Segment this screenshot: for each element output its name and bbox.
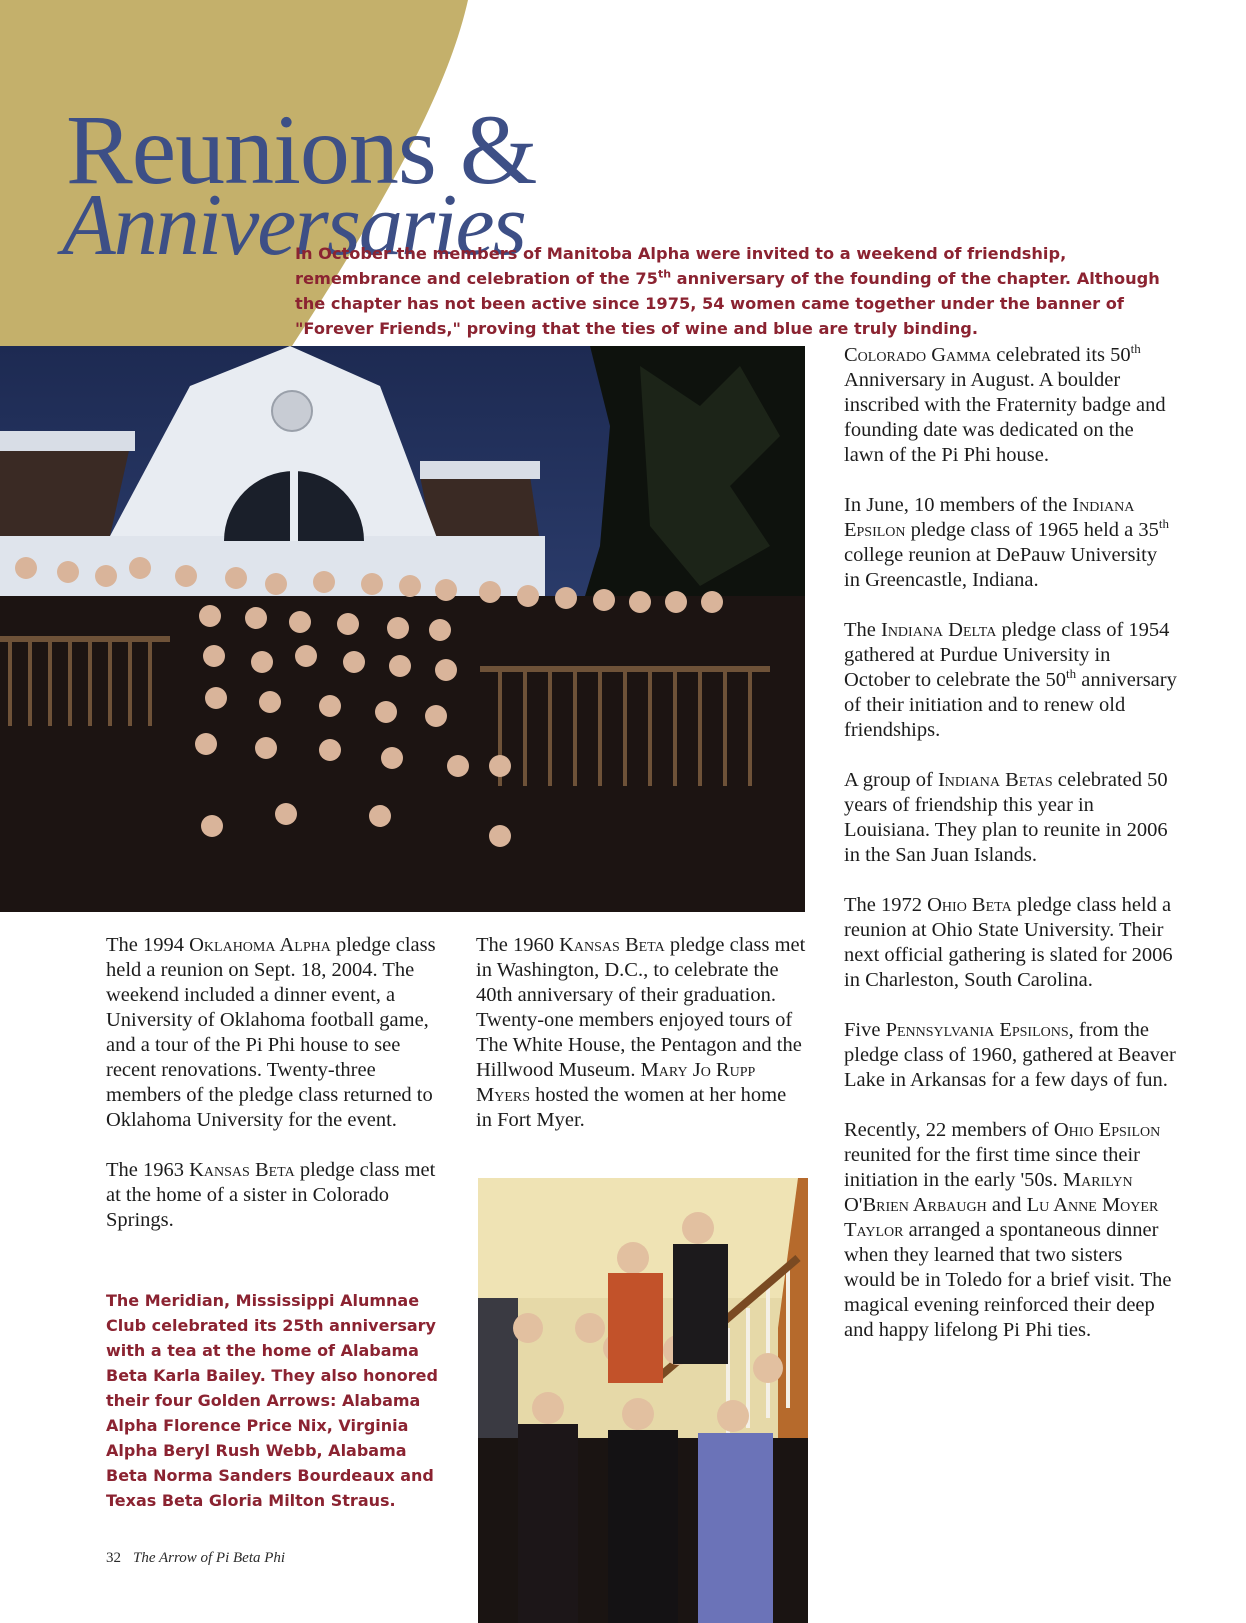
text-span: The 1994 — [106, 934, 190, 956]
text-span: celebrated 50 years of friendship this year in Louisiana. They plan to reunite in 2006 in the San Juan Islands. — [844, 769, 1168, 866]
title-line-2: Anniversaries — [62, 177, 525, 274]
chapter-name: Oklahoma Alpha — [189, 934, 331, 956]
text-span: Anniversary in August. A boulder inscribed with the Fraternity badge and founding date was dedicated on the lawn of the Pi Phi house. — [844, 369, 1166, 466]
staircase-photo-illustration — [478, 1178, 808, 1623]
kansas-beta-1963-paragraph — [106, 1158, 436, 1233]
indiana-betas-paragraph — [844, 768, 1178, 868]
superscript: th — [1130, 341, 1141, 357]
chapter-name: Indiana Delta — [881, 619, 997, 641]
member-name: Lu Anne Moyer Taylor — [844, 1194, 1159, 1241]
text-span: pledge class met at the home of a sister in Colorado Springs. — [106, 1159, 436, 1231]
text-span: pledge class of 1965 held a 35 — [905, 519, 1159, 541]
chapter-name: Indiana Betas — [937, 769, 1053, 791]
publication-name: The Arrow of Pi Beta Phi — [133, 1550, 286, 1566]
chapter-name: Pennsylvania Epsilons — [885, 1019, 1069, 1041]
member-name: Mary Jo Rupp Myers — [476, 1059, 756, 1106]
text-span: hosted the women at her home in Fort Myer. — [476, 1084, 787, 1131]
column-left — [106, 933, 436, 1258]
chapter-name: Kansas Beta — [559, 934, 665, 956]
ohio-beta-paragraph — [844, 893, 1178, 993]
superscript: th — [1158, 516, 1169, 532]
manitoba-alpha-group-photo — [0, 346, 805, 912]
intro-text-b: anniversary of the founding of the chapter. Although the chapter has not been active since 1975, 54 women came together under the banner of "Forever Friends," proving that the ties of wine and blue are truly binding. — [295, 269, 1160, 338]
page-footer — [106, 1550, 285, 1567]
column-middle — [476, 933, 806, 1158]
page-number: 32 — [106, 1550, 121, 1566]
pennsylvania-epsilons-paragraph — [844, 1018, 1178, 1093]
column-right — [844, 343, 1178, 1368]
text-span: celebrated its 50 — [991, 344, 1131, 366]
text-span: pledge class of 1954 gathered at Purdue University in October to celebrate the 50 — [844, 619, 1170, 691]
text-span: pledge class held a reunion on Sept. 18, 2004. The weekend included a dinner event, a University of Oklahoma football game, and a tour of the Pi Phi house to see recent renovations. Twenty-three members of the pledge class returned to Oklahoma University for the event. — [106, 934, 436, 1131]
text-span: anniversary of their initiation and to renew old friendships. — [844, 669, 1177, 741]
indiana-epsilon-paragraph — [844, 493, 1178, 593]
staircase-group-photo — [478, 1178, 808, 1623]
kansas-beta-1960-paragraph — [476, 933, 806, 1133]
house-photo-illustration — [0, 346, 805, 912]
colorado-gamma-paragraph — [844, 343, 1178, 468]
superscript: th — [1065, 666, 1077, 682]
indiana-delta-paragraph — [844, 618, 1178, 743]
chapter-name: Ohio Beta — [927, 894, 1012, 916]
chapter-name: Colorado Gamma — [844, 344, 992, 366]
text-span: In June, 10 members of the — [844, 494, 1073, 516]
text-span: The 1963 — [106, 1159, 190, 1181]
text-span: Recently, 22 members of — [844, 1119, 1054, 1141]
text-span: reunited for the first time since their initiation in the early '50s. — [844, 1144, 1141, 1191]
text-span: and — [986, 1194, 1027, 1216]
chapter-name: Ohio Epsilon — [1053, 1119, 1161, 1141]
intro-text-a: In October the members of Manitoba Alpha were invited to a weekend of friendship, remembrance and celebration of the 75 — [295, 244, 1067, 288]
text-span: , from the pledge class of 1960, gathered at Beaver Lake in Arkansas for a few days of fun. — [844, 1019, 1176, 1091]
ohio-epsilon-paragraph — [844, 1118, 1178, 1343]
text-span: The 1960 — [476, 934, 560, 956]
oklahoma-alpha-paragraph — [106, 933, 436, 1133]
text-span: A group of — [844, 769, 938, 791]
text-span: The — [844, 619, 881, 641]
chapter-name: Indiana Epsilon — [844, 494, 1135, 541]
text-span: college reunion at DePauw University in Greencastle, Indiana. — [844, 544, 1158, 591]
text-span: Five — [844, 1019, 886, 1041]
text-span: pledge class held a reunion at Ohio State University. Their next official gathering is slated for 2006 in Charleston, South Carolina. — [844, 894, 1173, 991]
member-name: Marilyn O'Brien Arbaugh — [844, 1169, 1133, 1216]
text-span: pledge class met in Washington, D.C., to celebrate the 40th anniversary of their graduation. Twenty-one members enjoyed tours of The White House, the Pentagon and the Hillwood Museum. — [476, 934, 806, 1081]
chapter-name: Kansas Beta — [189, 1159, 295, 1181]
intro-paragraph — [295, 241, 1185, 341]
meridian-alumnae-callout: The Meridian, Mississippi Alumnae Club celebrated its 25th anniversary with a tea at the home of Alabama Beta Karla Bailey. They also honored their four Golden Arrows: Alabama Alpha Florence Price Nix, Virginia Alpha Beryl Rush Webb, Alabama Beta Norma Sanders Bourdeaux and Texas Beta Gloria Milton Straus. — [106, 1291, 438, 1510]
text-span: arranged a spontaneous dinner when they learned that two sisters would be in Toledo for a brief visit. The magical evening reinforced their deep and happy lifelong Pi Phi ties. — [844, 1219, 1172, 1341]
intro-superscript: th — [657, 267, 672, 281]
text-span: The 1972 — [844, 894, 928, 916]
title-line-1: Reunions & — [66, 94, 537, 205]
